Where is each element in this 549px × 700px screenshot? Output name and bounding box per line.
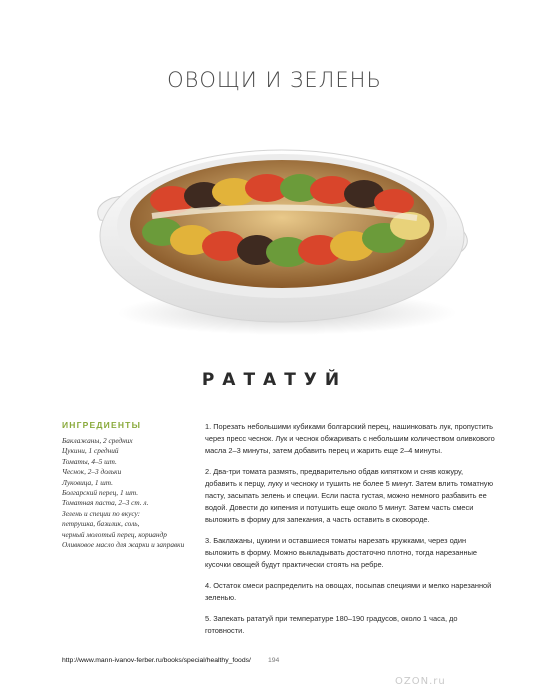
- ratatouille-dish-image: [82, 128, 482, 343]
- recipe-step: 2. Два-три томата размять, предварительно обдав кипятком и сняв кожуру, добавить к перцу, луку и чесноку и тушить не более 5 минут. Затем влить томатную пасту, засыпать зелень и специи. Если паста густая, можно немного разбавить ее водой. Довести до кипения и потушить еще около 5 минут. Затем часть смеси выложить в форму для запекания, а часть оставить в сковороде.: [205, 467, 494, 524]
- page-number: 194: [268, 657, 280, 664]
- section-title: ОВОЩИ И ЗЕЛЕНЬ: [167, 68, 382, 92]
- ingredients-list: [62, 436, 202, 550]
- recipe-step: 4. Остаток смеси распределить на овощах, посыпав специями и мелко нарезанной зеленью.: [205, 581, 492, 602]
- ingredient-item: Баклажаны, 2 средних: [62, 436, 133, 445]
- ingredient-item: Цукини, 1 средний: [62, 446, 119, 456]
- recipe-title: РАТАТУЙ: [201, 370, 348, 390]
- ingredient-item: Томаты, 4–5 шт.: [62, 456, 117, 466]
- recipe-steps: [205, 421, 495, 646]
- ingredient-item: Чеснок, 2–3 дольки: [62, 467, 122, 477]
- ingredient-item: Луковица, 1 шт.: [62, 477, 113, 487]
- ingredient-item: петрушка, базилик, соль,: [62, 519, 140, 529]
- ozon-watermark: OZON.ru: [395, 676, 446, 687]
- ingredient-item: Зелень и специи по вкусу:: [62, 508, 141, 518]
- ingredients-heading: ИНГРЕДИЕНТЫ: [62, 420, 142, 430]
- ingredient-item: Оливковое масло для жарки и заправки: [62, 540, 185, 550]
- recipe-step: 5. Запекать рататуй при температуре 180–190 градусов, около 1 часа, до готовности.: [205, 614, 458, 635]
- ingredients-panel: [62, 420, 202, 550]
- ingredient-item: Болгарский перец, 1 шт.: [62, 488, 139, 498]
- recipe-step: 1. Порезать небольшими кубиками болгарский перец, нашинковать лук, пропустить через пресс чеснок. Лук и чеснок обжаривать с небольшим количеством оливкового масла 2–3 минуты, затем добавить перец и жарить еще 2–4 минуты.: [205, 422, 495, 455]
- footer-url-link[interactable]: http://www.mann-ivanov-ferber.ru/books/special/healthy_foods/: [62, 657, 251, 664]
- recipe-step: 3. Баклажаны, цукини и оставшиеся томаты нарезать кружками, через один выложить в форму. Можно выкладывать достаточно плотно, тогда нарезанные кусочки овощей будут практически стоять на ребре.: [205, 536, 477, 569]
- ingredient-item: Томатная паста, 2–3 ст. л.: [62, 498, 149, 508]
- ingredient-item: черный молотый перец, кориандр: [62, 529, 167, 539]
